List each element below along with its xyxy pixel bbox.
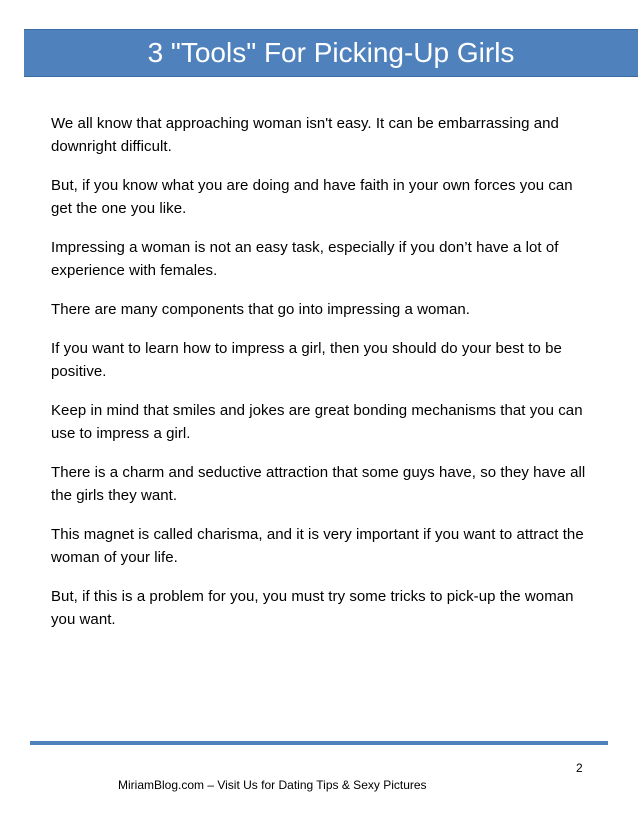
paragraph: There are many components that go into impressing a woman. (51, 301, 470, 318)
paragraph: There is a charm and seductive attraction that some guys have, so they have all the girls they want. (51, 464, 586, 504)
footer-divider (30, 741, 608, 745)
body-content (51, 112, 596, 647)
paragraph: If you want to learn how to impress a girl, then you should do your best to be positive. (51, 340, 562, 380)
paragraph: This magnet is called charisma, and it is very important if you want to attract the woman of your life. (51, 526, 584, 566)
page-number: 2 (576, 761, 583, 775)
paragraph: But, if you know what you are doing and have faith in your own forces you can get the one you like. (51, 177, 573, 217)
footer-text: MiriamBlog.com – Visit Us for Dating Tips & Sexy Pictures (118, 778, 427, 792)
title-banner (24, 29, 638, 77)
paragraph: But, if this is a problem for you, you must try some tricks to pick-up the woman you want. (51, 588, 574, 628)
paragraph: Impressing a woman is not an easy task, especially if you don’t have a lot of experience with females. (51, 239, 559, 279)
page-title: 3 "Tools" For Picking-Up Girls (147, 37, 515, 68)
paragraph: Keep in mind that smiles and jokes are great bonding mechanisms that you can use to impress a girl. (51, 402, 583, 442)
paragraph: We all know that approaching woman isn't easy. It can be embarrassing and downright difficult. (51, 115, 559, 155)
